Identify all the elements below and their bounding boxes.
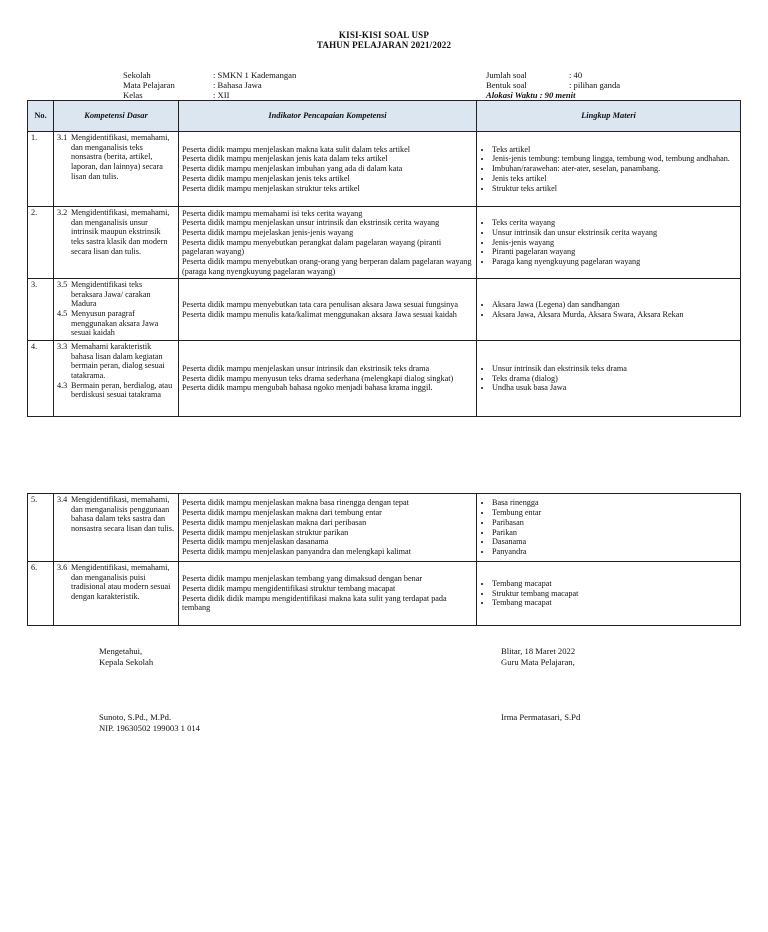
meta-alokasi: Alokasi Waktu : 90 menit: [486, 90, 576, 100]
materi-item: • Aksara Jawa (Legena) dan sandhangan: [492, 300, 737, 310]
indikator-item: Peserta didik mampu menjelaskan struktur teks artikel: [182, 183, 360, 193]
kompetensi-dasar-cell: [54, 341, 179, 417]
kd-item: [57, 495, 175, 534]
row-number: 3.: [28, 279, 54, 341]
kd-text: Memahami karakteristik bahasa lisan dalam kegiatan bermain peran, dialog sesuai tatakrama.: [71, 342, 165, 381]
materi-item: • Jenis-jenis tembung: tembung lingga, tembung wod, tembung andhahan.: [492, 154, 737, 164]
meta-value-jumlah: : 40: [569, 70, 583, 80]
signature-right: [501, 646, 575, 668]
indikator-item: Peserta didik didik mampu mengidentifikasi makna kata sulit yang terdapat pada tembang: [182, 593, 447, 613]
meta-value-mapel: : Bahasa Jawa: [213, 80, 262, 90]
indikator-item: Peserta didik mampu menjelaskan dasanama: [182, 537, 329, 547]
meta-label-bentuk: Bentuk soal: [486, 80, 527, 90]
materi-item: • Paraga kang nyengkuyung pagelaran wayang: [492, 257, 737, 267]
indikator-item: Peserta didik mampu menjelaskan makna dari peribasan: [182, 517, 367, 527]
kd-text: Mengidentifikasi, memahami, dan menganalisis unsur intrinsik maupun ekstrinsik teks sastra klasik dan modern secara lisan dan tulis.: [71, 208, 170, 256]
indikator-item: Peserta didik mampu menjelaskan imbuhan yang ada di dalam kata: [182, 164, 403, 174]
indikator-cell: [179, 494, 477, 562]
kd-text: Bermain peran, berdialog, atau berdiskusi sesuai tatakrama: [71, 380, 173, 400]
indikator-cell: [179, 207, 477, 279]
indikator-item: Peserta didik mampu mengidentifikasi struktur tembang macapat: [182, 583, 396, 593]
header-kompetensi-dasar: Kompetensi Dasar: [54, 101, 179, 132]
indikator-item: Peserta didik mampu menjelaskan unsur intrinsik dan ekstrinsik cerita wayang: [182, 218, 440, 228]
sig-left-mengetahui: Mengetahui,: [99, 646, 143, 656]
materi-list: [480, 579, 737, 608]
kd-number: 3.5: [57, 280, 68, 289]
meta-label-sekolah: Sekolah: [123, 70, 151, 80]
sig-left-person: Sunoto, S.Pd., M.Pd.: [99, 712, 172, 722]
lingkup-materi-cell: [477, 494, 741, 562]
materi-item: • Unsur intrinsik dan unsur ekstrinsik cerita wayang: [492, 228, 737, 238]
indikator-item: Peserta didik mampu menyebutkan tata cara penulisan aksara Jawa sesuai fungsinya: [182, 299, 459, 309]
indikator-cell: [179, 341, 477, 417]
indikator-item: Peserta didik mampu menjelaskan struktur parikan: [182, 527, 349, 537]
row-number: 6.: [28, 562, 54, 626]
lingkup-materi-cell: [477, 207, 741, 279]
materi-item: • Unsur intrinsik dan ekstrinsik teks drama: [492, 364, 737, 374]
sig-right-place-date: Blitar, 18 Maret 2022: [501, 646, 576, 656]
materi-item: • Parikan: [492, 528, 737, 538]
kompetensi-dasar-cell: [54, 494, 179, 562]
meta-label-mapel: Mata Pelajaran: [123, 80, 175, 90]
table-row: [28, 207, 741, 279]
indikator-item: Peserta didik mampu menjelaskan panyandra dan melengkapi kalimat: [182, 546, 411, 556]
indikator-cell: [179, 279, 477, 341]
meta-value-sekolah: : SMKN 1 Kademangan: [213, 70, 297, 80]
kd-number: 3.4: [57, 495, 68, 504]
table-row: [28, 494, 741, 562]
indikator-item: Peserta didik mampu menyebutkan orang-orang yang berperan dalam pagelaran wayang (paraga kang nyengkuyung pagelaran wayang): [182, 257, 472, 276]
indikator-item: Peserta didik mampu menyusun teks drama sederhana (melengkapi dialog singkat): [182, 373, 454, 383]
kd-number: 3.6: [57, 563, 68, 572]
materi-item: • Tembung entar: [492, 508, 737, 518]
kd-text: Mengidentifikasi, memahami, dan menganalisis penggunaan bahasa dalam teks sastra dan nonsastra secara lisan dan tulis.: [71, 495, 174, 534]
materi-item: • Piranti pagelaran wayang: [492, 247, 737, 257]
document-title: KISI-KISI SOAL USP: [338, 30, 430, 40]
kd-text: Mengidentifikasi teks beraksara Jawa/ carakan Madura: [71, 280, 151, 309]
kd-item: [57, 381, 175, 400]
lingkup-materi-cell: [477, 132, 741, 207]
row-number: 4.: [28, 341, 54, 417]
indikator-item: Peserta didik mampu menulis kata/kalimat menggunakan aksara Jawa sesuai kaidah: [182, 309, 457, 319]
kisi-table-part1: [27, 100, 741, 417]
sig-left-role: Kepala Sekolah: [99, 657, 154, 668]
indikator-item: Peserta didik mampu menjelaskan makna basa rinengga dengan tepat: [182, 498, 409, 508]
sig-left-nip: NIP. 19630502 199003 1 014: [99, 723, 200, 734]
indikator-item: Peserta didik mampu mengubah bahasa ngoko menjadi bahasa krama inggil.: [182, 383, 433, 393]
materi-item: • Imbuhan/rarawehan: ater-ater, seselan, panambang.: [492, 164, 737, 174]
materi-item: • Aksara Jawa, Aksara Murda, Aksara Swara, Aksara Rekan: [492, 310, 737, 320]
meta-label-kelas: Kelas: [123, 90, 143, 100]
table-row: [28, 562, 741, 626]
indikator-cell: [179, 132, 477, 207]
kompetensi-dasar-cell: [54, 132, 179, 207]
meta-label-jumlah: Jumlah soal: [486, 70, 527, 80]
table-row: [28, 279, 741, 341]
sig-right-role: Guru Mata Pelajaran,: [501, 657, 575, 668]
kompetensi-dasar-cell: [54, 279, 179, 341]
document-subtitle: TAHUN PELAJARAN 2021/2022: [316, 40, 452, 50]
indikator-item: Peserta didik mampu menjelaskan makna kata sulit dalam teks artikel: [182, 144, 411, 154]
materi-list: [480, 300, 737, 319]
kd-number: 3.3: [57, 342, 68, 351]
materi-item: • Panyandra: [492, 547, 737, 557]
materi-item: • Tembang macapat: [492, 579, 737, 589]
row-number: 2.: [28, 207, 54, 279]
materi-item: • Teks drama (dialog): [492, 374, 737, 384]
kd-text: Mengidentifikasi, memahami, dan menganalisis teks nonsastra (berita, artikel, laporan, dan lainnya) secara lisan dan tulis.: [71, 133, 170, 181]
meta-value-bentuk: : pilihan ganda: [569, 80, 621, 90]
materi-item: • Jenis-jenis wayang: [492, 238, 737, 248]
kd-text: Mengidentifikasi, memahami, dan menganalisis puisi tradisional atau modern sesuai dengan karakteristik.: [71, 563, 171, 602]
materi-item: • Struktur teks artikel: [492, 184, 737, 194]
table-row: [28, 132, 741, 207]
indikator-item: Peserta didik mampu menyebutkan perangkat dalam pagelaran wayang (piranti pagelaran wayang): [182, 237, 442, 257]
indikator-cell: [179, 562, 477, 626]
kd-number: 4.3: [57, 380, 68, 390]
table-row: [28, 341, 741, 417]
lingkup-materi-cell: [477, 279, 741, 341]
materi-item: • Teks artikel: [492, 145, 737, 155]
indikator-item: Peserta didik mampu menjelaskan makna dari tembung entar: [182, 508, 382, 518]
indikator-item: Peserta didik mampu menjelaskan tembang yang dimaksud dengan benar: [182, 574, 423, 584]
materi-list: [480, 364, 737, 393]
kd-item: [57, 563, 175, 602]
indikator-item: Peserta didik mampu menjelaskan jenis teks artikel: [182, 173, 350, 183]
materi-item: • Tembang macapat: [492, 598, 737, 608]
sig-right-person: Irma Permatasari, S.Pd: [501, 712, 581, 722]
materi-item: • Jenis teks artikel: [492, 174, 737, 184]
lingkup-materi-cell: [477, 562, 741, 626]
kd-item: [57, 208, 175, 256]
meta-value-kelas: : XII: [213, 90, 230, 100]
row-number: 5.: [28, 494, 54, 562]
kd-item: [57, 309, 175, 338]
indikator-item: Peserta didik mampu memahami isi teks cerita wayang: [182, 208, 363, 218]
kisi-table-part2: [27, 493, 741, 626]
materi-item: • Dasanama: [492, 537, 737, 547]
row-number: 1.: [28, 132, 54, 207]
kompetensi-dasar-cell: [54, 207, 179, 279]
materi-list: [480, 498, 737, 556]
kd-item: [57, 133, 175, 181]
table-header-row: [28, 101, 741, 132]
kd-number: 3.2: [57, 208, 68, 217]
kompetensi-dasar-cell: [54, 562, 179, 626]
materi-list: [480, 218, 737, 266]
signature-left-name: [99, 712, 200, 734]
materi-item: • Paribasan: [492, 518, 737, 528]
materi-item: • Struktur tembang macapat: [492, 589, 737, 599]
lingkup-materi-cell: [477, 341, 741, 417]
kd-item: [57, 280, 175, 309]
materi-item: • Teks cerita wayang: [492, 218, 737, 228]
signature-right-name: [501, 712, 580, 723]
header-indikator: Indikator Pencapaian Kompetensi: [179, 101, 477, 132]
materi-list: [480, 145, 737, 193]
materi-item: • Undha usuk basa Jawa: [492, 383, 737, 393]
indikator-item: Peserta didik mampu menjelaskan jenis kata dalam teks artikel: [182, 154, 388, 164]
kd-item: [57, 342, 175, 381]
indikator-item: Peserta didik mampu mejelaskan jenis-jenis wayang: [182, 227, 354, 237]
kd-text: Menyusun paragraf menggunakan aksara Jawa sesuai kaidah: [71, 309, 159, 338]
header-no: No.: [28, 101, 54, 132]
kd-number: 4.5: [57, 309, 68, 319]
header-lingkup-materi: Lingkup Materi: [477, 101, 741, 132]
kd-number: 3.1: [57, 133, 68, 142]
materi-item: • Basa rinengga: [492, 498, 737, 508]
indikator-item: Peserta didik mampu menjelaskan unsur intrinsik dan ekstrinsik teks drama: [182, 363, 430, 373]
signature-left: [99, 646, 153, 668]
